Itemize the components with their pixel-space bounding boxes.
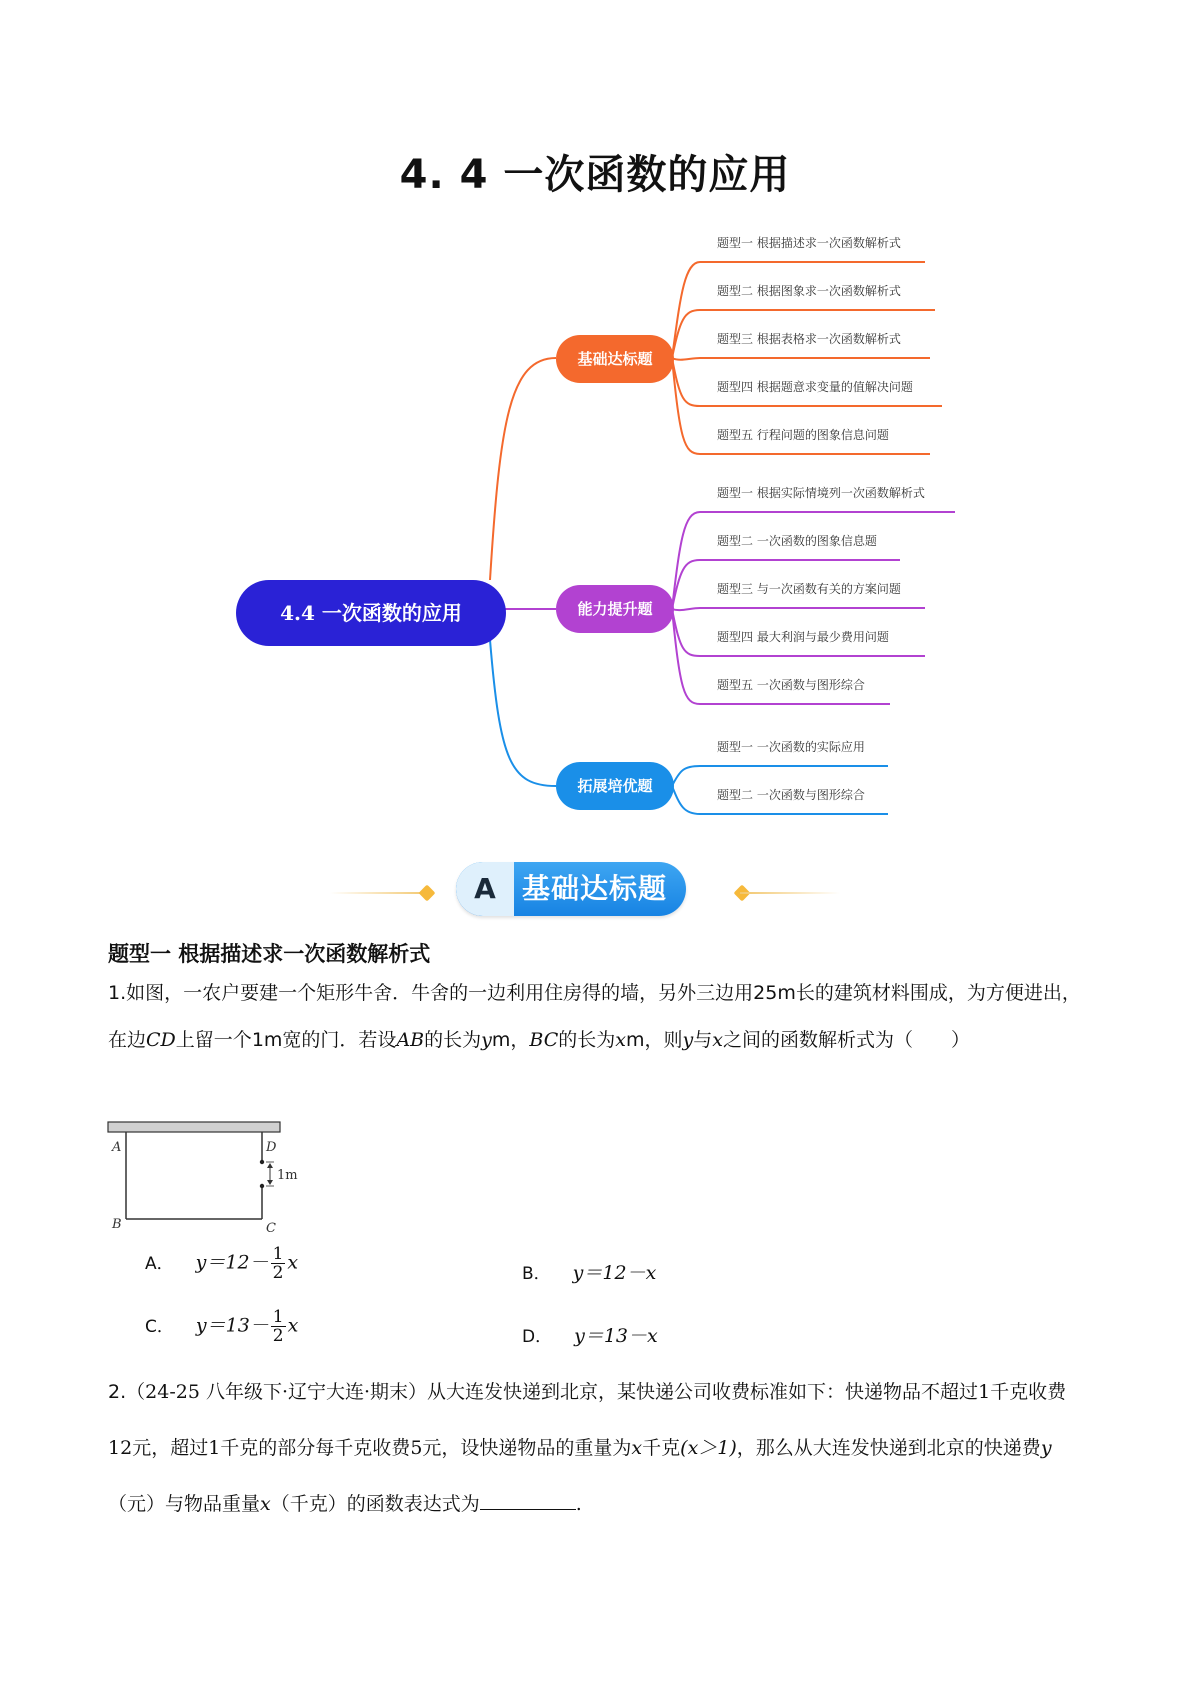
leaf-ability-3: 题型三 与一次函数有关的方案问题 <box>717 582 901 596</box>
label-a: A <box>112 1140 122 1155</box>
leaf-basic-1: 题型一 根据描述求一次函数解析式 <box>717 236 901 250</box>
banner-title: 基础达标题 <box>522 872 668 905</box>
leaf-ability-2: 题型二 一次函数的图象信息题 <box>717 534 877 548</box>
connector-extend <box>490 640 556 786</box>
mind-map <box>0 215 1190 835</box>
option-a[interactable]: A． y＝12－ $\frac{1}{2}$ x <box>145 1244 299 1283</box>
page-title: 4. 4 一次函数的应用 <box>399 152 791 198</box>
connector-basic <box>490 358 556 580</box>
option-b[interactable]: B． y＝12－x <box>522 1262 657 1284</box>
leaf-ability-4: 题型四 最大利润与最少费用问题 <box>717 630 889 644</box>
section-banner <box>320 858 840 916</box>
answer-blank[interactable] <box>480 1489 576 1510</box>
label-b: B <box>112 1217 122 1232</box>
leaf-extend-2: 题型二 一次函数与图形综合 <box>717 788 865 802</box>
mindmap-root-label: 4.4 一次函数的应用 <box>280 601 462 625</box>
branch-extend-label: 拓展培优题 <box>577 777 653 795</box>
question-2: 2.（24-25 八年级下·辽宁大连·期末）从大连发快递到北京，某快递公司收费标准如下：快递物品不超过1千克收费12元，超过1千克的部分每千克收费5元，设快递物品的重量为x千克(x＞1)，那么从大连发快递到北京的快递费y（元）与物品重量x（千克）的函数表达式为 . <box>108 1381 1067 1515</box>
leaf-basic-3: 题型三 根据表格求一次函数解析式 <box>717 332 901 346</box>
option-c[interactable]: C． y＝13－ $\frac{1}{2}$ x <box>145 1307 299 1346</box>
question-1: 1.如图，一农户要建一个矩形牛舍．牛舍的一边利用住房得的墙，另外三边用25m长的建筑材料围成，为方便进出，在边CD上留一个1m宽的门．若设AB的长为ym，BC的长为xm，则y与x之间的函数解析式为（ ） <box>108 982 1081 1051</box>
branch-ability-label: 能力提升题 <box>577 600 653 618</box>
option-d[interactable]: D． y＝13－x <box>522 1325 658 1347</box>
diamond-icon <box>419 885 436 902</box>
leaf-extend-1: 题型一 一次函数的实际应用 <box>717 740 865 754</box>
leaf-basic-2: 题型二 根据图象求一次函数解析式 <box>717 284 901 298</box>
leaf-basic-4: 题型四 根据题意求变量的值解决问题 <box>717 380 913 394</box>
label-door: 1m <box>277 1168 298 1183</box>
banner-letter: A <box>456 862 514 916</box>
leaf-ability-1: 题型一 根据实际情境列一次函数解析式 <box>717 486 925 500</box>
label-d: D <box>266 1140 277 1155</box>
label-c: C <box>266 1221 276 1236</box>
leaf-basic-5: 题型五 行程问题的图象信息问题 <box>717 428 889 442</box>
barn-figure <box>104 1118 314 1238</box>
section-heading: 题型一 根据描述求一次函数解析式 <box>108 942 431 966</box>
leaf-ability-5: 题型五 一次函数与图形综合 <box>717 678 865 692</box>
branch-basic-label: 基础达标题 <box>577 350 653 368</box>
